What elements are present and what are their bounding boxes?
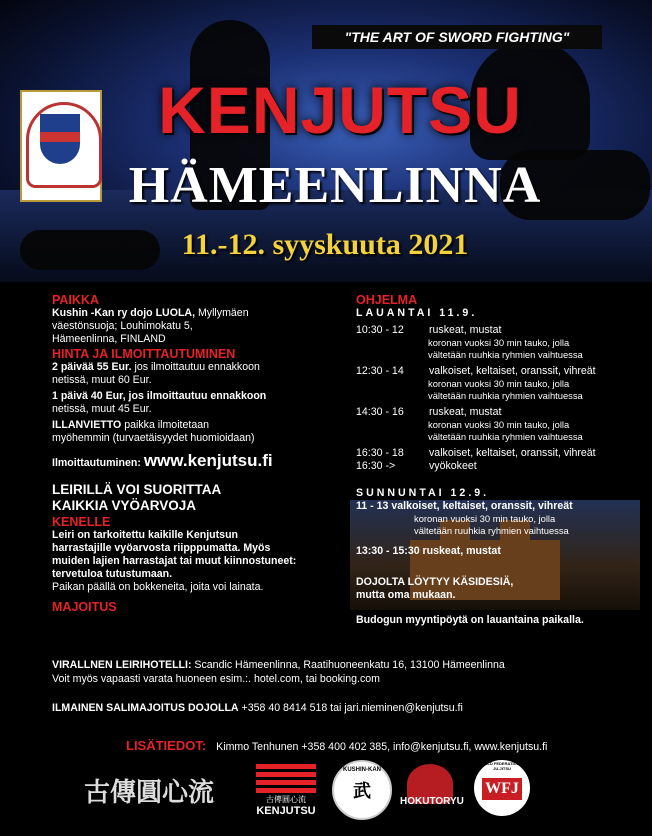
price-1day-rest: netissä, muut 45 Eur. [52,403,152,415]
left-column [52,294,342,614]
evening-event-rest: myöhemmin (turvaetäisyydet huomioidaan) [52,432,255,444]
main-title: KENJUTSU [158,73,522,147]
calligraphy-logo: 古傳圓心流 [84,778,215,808]
venue-address: väestönsuoja; Louhimokatu 5, [52,320,193,332]
hero-banner [0,0,652,282]
sunday-note-2: vältetään ruuhkia ryhmien vaihtuessa [414,525,569,536]
club-crest [20,90,102,202]
evening-event: ILLANVIETTO paikka ilmoitetaan [52,419,210,431]
paikka-heading: PAIKKA [52,293,99,307]
signup-link[interactable]: www.kenjutsu.fi [143,451,273,470]
schedule-item: 16:30 - 18 valkoiset, keltaiset, oranssit, vihreät [356,447,596,459]
schedule-item: 14:30 - 16 ruskeat, mustat koronan vuoksi 30 min tauko, jolla vältetään ruuhkia ryhmien vaihtuessa [356,406,583,442]
kenelle-text-3: muiden lajien harrastajat tai muut kiinnostuneet: [52,555,297,567]
price-2day: 2 päivää 55 Eur. jos ilmoittautuu ennakkoon [52,361,260,373]
signup-line: Ilmoittautuminen: www.kenjutsu.fi [52,451,273,470]
kenelle-text-2: harrastajille vyöarvosta riipppumatta. Myös [52,542,271,554]
schedule-item: 10:30 - 12 ruskeat, mustat koronan vuoksi 30 min tauko, jolla vältetään ruuhkia ryhmien vaihtuessa [356,324,583,360]
accommodation-section [52,658,642,715]
schedule-item: 12:30 - 14 valkoiset, keltaiset, oranssit, vihreät koronan vuoksi 30 min tauko, jolla vältetään ruuhkia ryhmien vaihtuessa [356,365,596,401]
kenelle-text-1: Leiri on tarkoitettu kaikille Kenjutsun [52,529,239,541]
belt-notice: LEIRILLÄ VOI SUORITTAA KAIKKIA VYÖARVOJA [52,482,222,513]
sunday-row-1: 11 - 13 valkoiset, keltaiset, oranssit, vihreät [356,500,573,512]
hinta-heading: HINTA JA ILMOITTAUTUMINEN [52,347,236,361]
kenelle-text-4: tervetuloa tutustumaan. [52,568,173,580]
sanitizer-notice: DOJOLTA LÖYTYY KÄSIDESIÄ, mutta oma mukaan. [356,576,514,601]
shop-notice: Budogun myyntipöytä on lauantaina paikalla. [356,614,584,626]
tagline: "THE ART OF SWORD FIGHTING" [312,25,602,49]
wfj-logo: WORLD FEDERATION OF JU-JITSU WFJ [474,760,536,820]
city-title: HÄMEENLINNA [128,157,542,214]
free-lodging-line: ILMAINEN SALIMAJOITUS DOJOLLA +358 40 8414 518 tai jari.nieminen@kenjutsu.fi [52,702,463,714]
bokken-note: Paikan päällä on bokkeneita, joita voi lainata. [52,581,264,593]
hokutoryu-logo: HOKUTORYU [400,764,460,824]
more-info-text: Kimmo Tenhunen +358 400 402 385, info@kenjutsu.fi, www.kenjutsu.fi [216,741,548,753]
price-2day-rest: netissä, muut 60 Eur. [52,374,152,386]
saturday-heading: LAUANTAI 11.9. [356,307,478,319]
kushin-kan-logo: KUSHIN-KAN 武 [332,760,392,820]
kenelle-heading: KENELLE [52,515,111,529]
sunday-row-2: 13:30 - 15:30 ruskeat, mustat [356,545,501,557]
hotel-line: VIRALLNEN LEIRIHOTELLI: Scandic Hämeenlinna, Raatihuoneenkatu 16, 13100 Hämeenlinna [52,659,505,671]
more-info [126,738,636,753]
more-info-label: LISÄTIEDOT: [126,738,207,753]
kenjutsu-logo: 古傳圓心流 KENJUTSU [250,764,322,824]
majoitus-heading: MAJOITUS [52,600,117,614]
venue-line: Kushin -Kan ry dojo LUOLA, Myllymäen [52,307,249,319]
schedule-item: 16:30 -> vyökokeet [356,460,477,472]
price-1day: 1 päivä 40 Eur, jos ilmoittautuu ennakkoon [52,390,267,402]
sunday-heading: SUNNUNTAI 12.9. [356,487,490,499]
program-column [356,294,646,627]
sunday-note-1: koronan vuoksi 30 min tauko, jolla [414,513,556,524]
event-date: 11.-12. syyskuuta 2021 [181,228,469,261]
program-heading: OHJELMA [356,293,418,307]
venue-city: Hämeenlinna, FINLAND [52,333,166,345]
hotel-alt-line: Voit myös vapaasti varata huoneen esim.:. hotel.com, tai booking.com [52,673,380,685]
